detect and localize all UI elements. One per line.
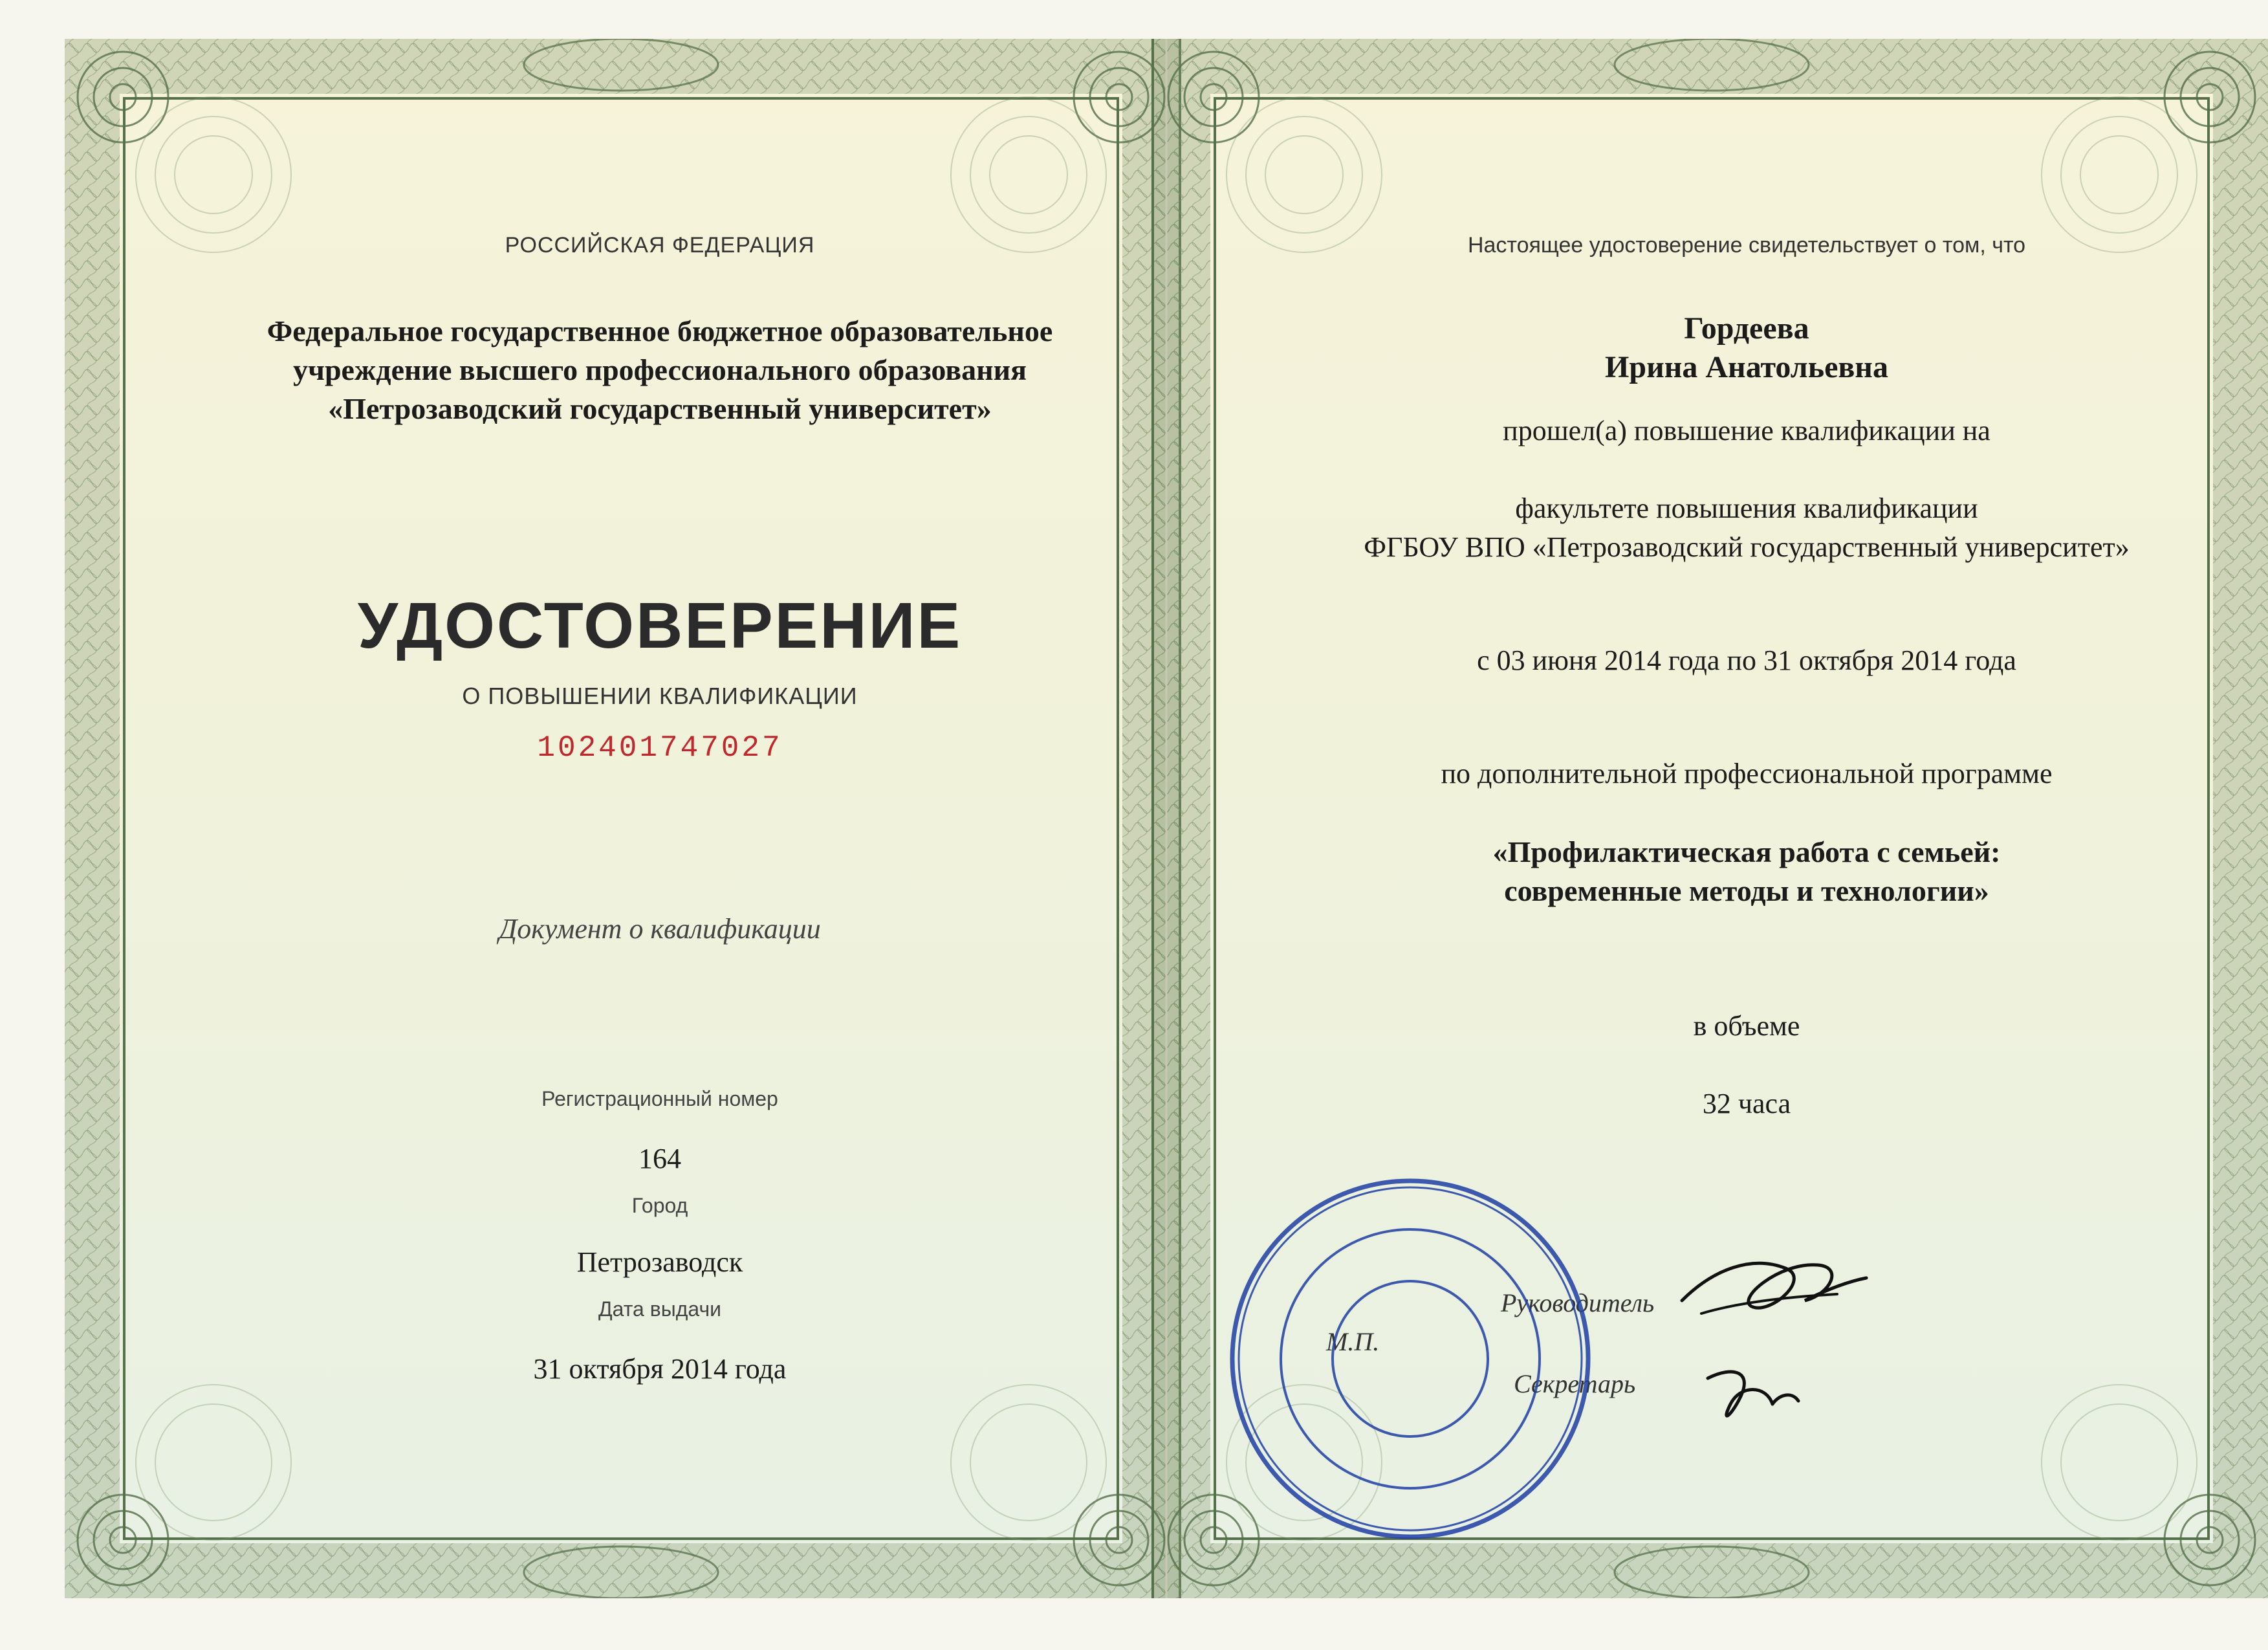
seal-place-label: М.П. [1326, 1327, 1380, 1356]
passed-text: прошел(а) повышение квалификации на [1503, 415, 1990, 446]
document-subtitle: О ПОВЫШЕНИИ КВАЛИФИКАЦИИ [462, 683, 858, 709]
program-title-line-2: современные методы и технологии» [1504, 874, 1989, 907]
program-label: по дополнительной профессиональной программе [1441, 758, 2053, 789]
city-label: Город [631, 1194, 688, 1217]
secretary-signature [1695, 1359, 1824, 1436]
city-value: Петрозаводск [576, 1246, 743, 1278]
issue-date-label: Дата выдачи [598, 1297, 722, 1321]
serial-number: 102401747027 [537, 731, 783, 765]
institution-line-1: Федеральное государственное бюджетное образовательное [267, 314, 1053, 347]
document-title: УДОСТОВЕРЕНИЕ [357, 589, 963, 662]
program-title-line-1: «Профилактическая работа с семьей: [1492, 835, 2001, 868]
holder-name: Ирина Анатольевна [1605, 350, 1888, 384]
head-signature [1675, 1242, 1870, 1339]
intro-text: Настоящее удостоверение свидетельствует о том, что [1467, 233, 2026, 258]
training-period: с 03 июня 2014 года по 31 октября 2014 года [1477, 644, 2016, 676]
faculty-line-2: ФГБОУ ВПО «Петрозаводский государственный университет» [1364, 531, 2130, 563]
volume-value: 32 часа [1702, 1088, 1791, 1119]
holder-surname: Гордеева [1684, 311, 1809, 346]
secretary-label: Секретарь [1514, 1369, 1636, 1398]
issue-date: 31 октября 2014 года [533, 1353, 787, 1385]
institution-line-2: учреждение высшего профессионального образования [293, 353, 1027, 386]
faculty-line-1: факультете повышения квалификации [1515, 492, 1978, 524]
head-label: Руководитель [1501, 1288, 1655, 1317]
certificate-document [65, 39, 2268, 1598]
country-label: РОССИЙСКАЯ ФЕДЕРАЦИЯ [505, 233, 815, 258]
volume-label: в объеме [1693, 1010, 1800, 1042]
institution-line-3: «Петрозаводский государственный университет» [328, 392, 992, 425]
registration-label: Регистрационный номер [541, 1087, 778, 1110]
document-type: Документ о квалификации [499, 913, 821, 945]
registration-number: 164 [638, 1143, 681, 1174]
left-page-border [91, 65, 1151, 1572]
official-seal [1223, 1171, 1598, 1546]
